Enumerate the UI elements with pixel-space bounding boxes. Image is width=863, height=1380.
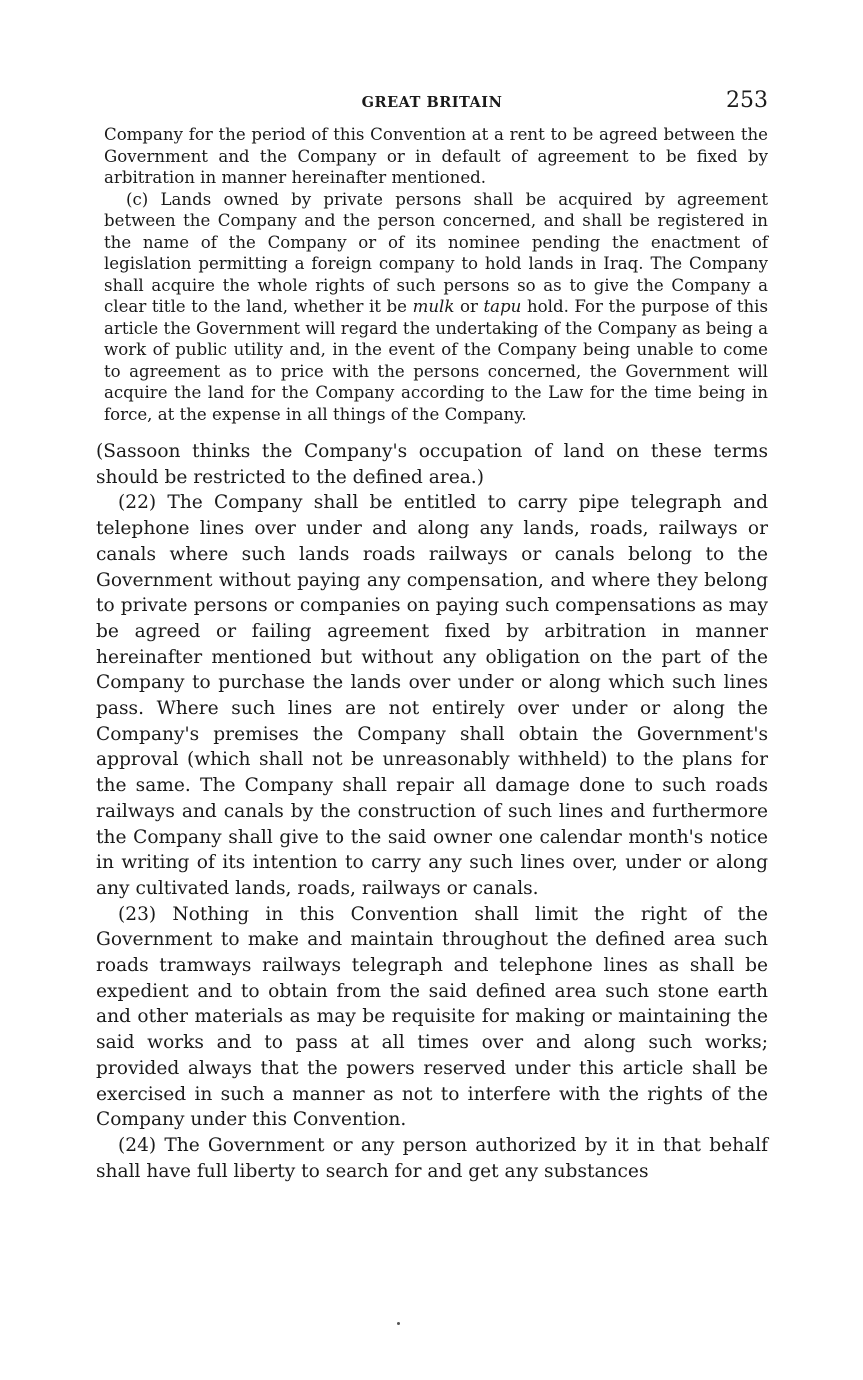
sassoon-note: (Sassoon thinks the Company's occupation of land on these terms should be restricted to the defined area.) [96,441,768,488]
article-22: (22) The Company shall be entitled to carry pipe telegraph and telephone lines over under and along any lands, roads, railways or canals where such lands roads railways or canals belong to the Government without paying any compensation, and where they belong to private persons or companies on paying such compensations as may be agreed or failing agreement fixed by arbitration in manner hereinafter mentioned but without any obligation on the part of the Company to purchase the lands over under or along which such lines pass. Where such lines are not entirely over under or along the Company's premises the Company shall obtain the Government's approval (which shall not be unreasonably withheld) to the plans for the same. The Company shall repair all damage done to such roads railways and canals by the construction of such lines and furthermore the Company shall give to the said owner one calendar month's notice in writing of its intention to carry any such lines over, under or along any cultivated lands, roads, railways or canals. [96,492,768,899]
article-23: (23) Nothing in this Convention shall limit the right of the Government to make and maintain throughout the defined area such roads tramways railways telegraph and telephone lines as shall be expedient and to obtain from the said defined area such stone earth and other materials as may be requisite for making or maintaining the said works and to pass at all times over and along such works; provided always that the powers reserved under this article shall be exercised in such a manner as not to interfere with the rights of the Company under this Convention. [96,903,768,1131]
document-page [96,88,768,1184]
page-number: 253 [726,88,768,113]
article-24: (24) The Government or any person authorized by it in that behalf shall have full liberty to search for and get any substances [96,1134,768,1182]
continuation-paragraph: Company for the period of this Convention at a rent to be agreed between the Government and the Company or in default of agreement to be fixed by arbitration in manner hereinafter mentioned. [104,125,768,187]
term-mulk: mulk [412,297,455,316]
running-head: GREAT BRITAIN [361,94,503,111]
connector-or: or [454,297,484,316]
quoted-convention-text [96,124,768,425]
main-text [96,439,768,1184]
clause-c-text-part1: (c) Lands owned by private persons shall be acquired by agreement between the Company and the person concerned, and shall be registered in the name of the Company or of its nominee pending the enactment of legislation permitting a foreign company to hold lands in Iraq. The Company shall acquire the whole rights of such persons so as to give the Company a clear title to the land, whether it be [104,189,768,316]
clause-c-text-part2: hold. For the purpose of this article the Government will regard the undertaking of the Company as being a work of public utility and, in the event of the Company being unable to come to agreement as to price with the persons concerned, the Government will acquire the land for the Company according to the Law for the time being in force, at the expense in all things of the Company. [104,297,768,424]
clause-c-paragraph [104,189,768,426]
print-speck [397,1322,400,1325]
term-tapu: tapu [483,297,522,316]
page-header [96,88,768,124]
